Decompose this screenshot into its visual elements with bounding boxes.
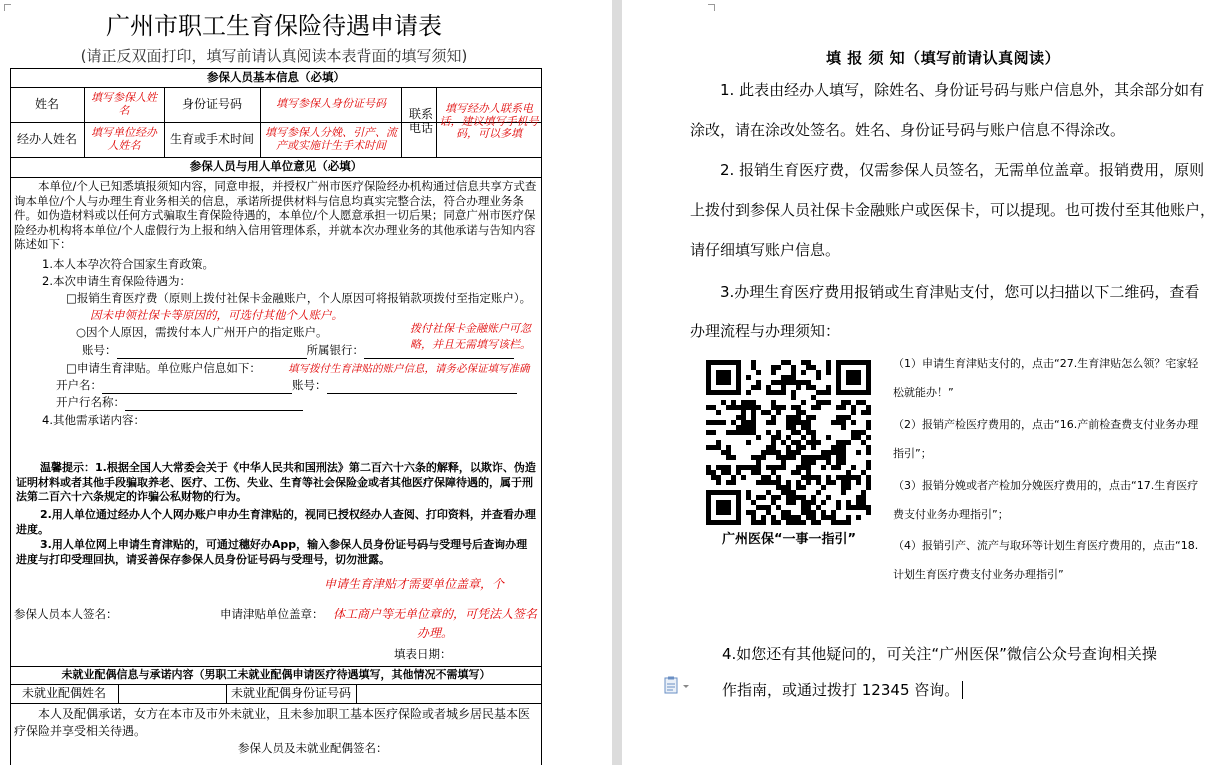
name-field[interactable]: 填写参保人姓名 — [91, 90, 157, 117]
notice-p1-line2: 涂改，请在涂改处签名。姓名、身份证号码与账户信息不得涂改。 — [690, 121, 1126, 139]
label-name: 姓名 — [34, 96, 59, 111]
notice-p4-text: 作指南，或通过拨打 12345 咨询。 — [722, 681, 960, 699]
qr-caption: 广州医保“一事一指引” — [721, 532, 857, 547]
label-spouse-name: 未就业配偶姓名 — [21, 685, 106, 700]
notice-p3-line2: 办理流程与办理须知： — [690, 322, 841, 340]
item-4: 4.其他需承诺内容： — [42, 413, 145, 427]
label-branch: 开户行名称： — [56, 395, 125, 409]
notice-title: 填 报 须 知（填写前请认真阅读） — [826, 49, 1061, 67]
qr-step-1-cont: 松就能办！” — [893, 386, 954, 399]
label-fill-date: 填表日期： — [394, 647, 452, 661]
label-spouse-id: 未就业配偶身份证号码 — [230, 685, 351, 700]
page-gap — [612, 0, 622, 765]
warning-1: 温馨提示：1.根据全国人大常委会关于《中华人民共和国刑法》第二百六十六条的解释，以欺诈、伪造证明材料或者其他手段骗取养老、医疗、工伤、失业、生育等社会保险金或者其他医疗保障待遇的，属于刑法第二百六十六条规定的诈骗公私财物的行为。 — [16, 461, 536, 503]
label-account2: 账号： — [292, 378, 327, 392]
branch-input[interactable] — [125, 398, 303, 411]
notice-p4-line1: 4.如您还有其他疑问的，可关注“广州医保”微信公众号查询相关操 — [722, 645, 1157, 663]
qr-step-1: （1）申请生育津贴支付的，点击“27.生育津贴怎么领？宅家轻 — [893, 357, 1199, 370]
notice-p2-line2: 上拨付到参保人员社保卡金融账户或医保卡，可以提现。也可拨付至其他账户， — [690, 201, 1216, 219]
label-insured-signature: 参保人员本人签名： — [14, 607, 118, 621]
label-handler-name: 经办人姓名 — [16, 131, 77, 146]
warning-2: 2.用人单位通过经办人个人网办账户申办生育津贴的，视同已授权经办人查阅、打印资料，并查看办理进度。 — [16, 508, 536, 536]
notice-p1-line1: 1. 此表由经办人填写，除姓名、身份证号码与账户信息外，其余部分如有 — [720, 81, 1205, 99]
consent-text: 本单位/个人已知悉填报须知内容，同意申报，并授权广州市医疗保险经办机构通过信息共享方式查询本单位/个人与办理生育业务相关的信息，承诺所提供材料与信息均真实完整合法，符合办理业务条件。如伪造材料或以任何方式骗取生育保险待遇的，本单位/个人愿意承担一切后果；同意广州市医疗保险经办机构将本单位/个人虚假行为上报和纳入信用管理体系，并就本次办理业务的其他承诺与告知内容陈述如下： — [14, 179, 537, 251]
bank-input[interactable] — [364, 346, 514, 359]
spouse-commitment: 本人及配偶承诺，女方在本市及市外未就业，且未参加职工基本医疗保险或者城乡居民基本医疗保险并享受相关待遇。 — [14, 707, 531, 738]
notice-p2-line1: 2. 报销生育医疗费，仅需参保人员签名，无需单位盖章。报销费用，原则 — [720, 161, 1205, 179]
hint-allowance: 填写拨付生育津贴的账户信息，请务必保证填写准确 — [288, 363, 530, 375]
hint-personal-account: 拨付社保卡金融账户可忽略，并且无需填写该栏。 — [410, 322, 531, 351]
notice-p2-line3: 请仔细填写账户信息。 — [690, 241, 841, 259]
text-cursor — [962, 681, 963, 699]
notice-p3-line1: 3.办理生育医疗费用报销或生育津贴支付，您可以扫描以下二维码，查看 — [720, 283, 1200, 301]
qr-step-2: （2）报销产检医疗费用的，点击“16.产前检查费支付业务办理 — [893, 418, 1199, 431]
qr-step-4: （4）报销引产、流产与取环等计划生育医疗费用的，点击“18. — [893, 539, 1199, 552]
option-personal-account[interactable]: ○因个人原因，需拨付本人广州开户的指定账户。 — [76, 325, 328, 339]
branch-row — [56, 394, 303, 411]
qr-step-3: （3）报销分娩或者产检加分娩医疗费用的，点击“17.生育医疗 — [893, 479, 1199, 492]
qr-step-4-cont: 计划生育医疗费支付业务办理指引” — [893, 568, 1064, 581]
account-input[interactable] — [117, 346, 307, 359]
account-holder-row — [56, 377, 517, 394]
qr-code-icon[interactable] — [700, 358, 878, 526]
crop-mark — [708, 4, 715, 11]
label-id-number: 身份证号码 — [181, 96, 242, 111]
section-opinions: 参保人员与用人单位意见（必填） — [189, 159, 363, 174]
option-birth-allowance[interactable]: □申请生育津贴。单位账户信息如下： — [66, 361, 261, 375]
label-spouse-signature: 参保人员及未就业配偶签名： — [238, 741, 388, 755]
section-spouse: 未就业配偶信息与承诺内容（男职工未就业配偶申请医疗待遇填写，其他情况不需填写） — [61, 667, 491, 681]
hint-medical: 因未申领社保卡等原因的，可选付其他个人账户。 — [90, 308, 343, 322]
application-form-table — [10, 68, 542, 765]
form-subtitle: (请正反双面打印，填写前请认真阅读本表背面的填写须知) — [80, 47, 468, 65]
qr-step-3-cont: 费支付业务办理指引”； — [893, 508, 1009, 521]
item-1: 1.本人本孕次符合国家生育政策。 — [42, 257, 214, 271]
form-title: 广州市职工生育保险待遇申请表 — [106, 12, 442, 40]
warning-3: 3.用人单位网上申请生育津贴的，可通过穗好办App，输入参保人员身份证号码与受理号后查询办理进度与打印受理回执，请妥善保存参保人员身份证号码与受理号，切勿泄露。 — [16, 538, 528, 566]
label-contact-phone: 联系电话 — [408, 107, 433, 135]
label-birth-time: 生育或手术时间 — [169, 131, 254, 146]
label-holder: 开户名： — [56, 378, 102, 392]
section-basic-info: 参保人员基本信息（必填） — [207, 69, 345, 84]
hint-seal-2: 体工商户等无单位章的，可凭法人签名办理。 — [332, 607, 537, 640]
label-account: 账号： — [82, 343, 117, 357]
account2-input[interactable] — [327, 381, 517, 394]
qr-step-2-cont: 指引”； — [893, 447, 932, 460]
label-unit-seal: 申请津贴单位盖章： — [220, 607, 324, 621]
id-number-field[interactable]: 填写参保人身份证号码 — [276, 97, 386, 111]
label-bank: 所属银行： — [306, 343, 364, 357]
contact-phone-field[interactable]: 填写经办人联系电话，建议填写手机号码，可以多填 — [439, 102, 539, 141]
holder-input[interactable] — [102, 381, 292, 394]
paste-options-icon[interactable] — [664, 676, 692, 700]
option-medical-reimbursement[interactable]: □报销生育医疗费（原则上拨付社保卡金融账户，个人原因可将报销款项拨付至指定账户）。 — [66, 291, 532, 305]
handler-name-field[interactable]: 填写单位经办人姓名 — [91, 125, 157, 152]
birth-time-field[interactable]: 填写参保人分娩、引产、流产或实施计生手术时间 — [265, 125, 397, 152]
qr-code-block — [700, 358, 878, 548]
item-2: 2.本次申请生育保险待遇为： — [42, 274, 191, 288]
account-number-row — [82, 342, 514, 359]
hint-seal-1: 申请生育津贴才需要单位盖章，个 — [324, 577, 505, 591]
notice-p4-line2 — [722, 680, 963, 700]
